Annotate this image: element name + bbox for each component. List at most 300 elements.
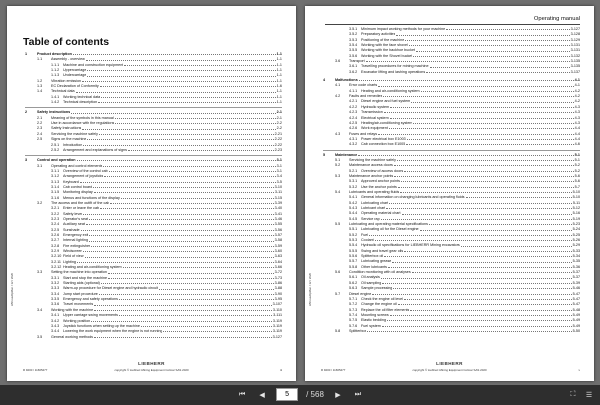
toc-leader xyxy=(94,310,272,311)
toc-text: Fuel xyxy=(361,232,369,237)
toc-text: Uppercarriage xyxy=(63,68,87,73)
toc-number: 3.3.6 xyxy=(51,302,60,307)
toc-leader xyxy=(404,251,571,252)
toc-number: 3.3.5 xyxy=(51,297,60,302)
toc-text: Heating and air-conditioning system xyxy=(63,265,122,270)
toc-number: 3.2.4 xyxy=(51,222,60,227)
toc-leader xyxy=(393,288,571,289)
toc-page: 3-119 xyxy=(272,329,282,334)
toc-leader xyxy=(359,80,574,81)
toc-text: Introduction xyxy=(63,142,83,147)
toc-text: Machine and construction equipment xyxy=(63,62,124,67)
toc-text: Fire extinguisher xyxy=(63,243,91,248)
toc-leader xyxy=(115,123,275,124)
toc-page: 3-15 xyxy=(274,195,282,200)
toc-number: 5.8 xyxy=(335,328,341,333)
doc-number: R 9200 / 11665477 xyxy=(321,368,346,372)
toc-page: 3-132 xyxy=(570,53,580,58)
toc-text: Travel movements xyxy=(63,302,94,307)
toc-page: 3-137 xyxy=(570,69,580,74)
toc-page: 5-48 xyxy=(572,307,580,312)
toc-page: 5-47 xyxy=(572,302,580,307)
toc-number: 4 xyxy=(323,78,326,83)
toc-page: 5-34 xyxy=(572,254,580,259)
toc-number: 1.4.2 xyxy=(51,100,60,105)
toc-text: Lubricant chart xyxy=(361,206,386,210)
toc-text: Operator's seat xyxy=(63,216,89,221)
toc-leader xyxy=(104,176,275,177)
toc-page: 3-90 xyxy=(274,291,282,296)
toc-page: 5-35 xyxy=(572,259,580,264)
toc-page: 5-50 xyxy=(572,328,580,333)
toc-number: 5.7 xyxy=(335,291,341,296)
toc-number: 3.4.3 xyxy=(51,323,60,328)
toc-page: 2-2 xyxy=(276,126,282,131)
toc-page: 3-57 xyxy=(274,233,282,237)
toc-number: 5.4 xyxy=(335,189,341,194)
toc-leader xyxy=(71,113,275,114)
toc-text: Check the engine oil level xyxy=(361,296,404,301)
toc-page: 1-1 xyxy=(276,68,282,73)
toc-leader xyxy=(390,107,574,108)
toc-number: 4.2.1 xyxy=(349,99,358,104)
toc-leader xyxy=(381,219,572,220)
toc-leader xyxy=(382,326,572,327)
toc-number: 1.2 xyxy=(37,78,43,83)
toc-text: Operating and control elements xyxy=(51,163,103,168)
toc-number: 2.1 xyxy=(37,115,43,120)
toc-page: 5-6 xyxy=(574,173,580,178)
toc-number: 3.2.1 xyxy=(51,206,60,211)
toc-page: 5-7 xyxy=(574,184,580,189)
toc-text: Lubricants and operating fluids xyxy=(349,189,400,194)
toc-leader xyxy=(430,67,570,68)
copyright-text: copyright © Liebherr-Mining Equipment Colmar SAS 2020 xyxy=(114,368,189,372)
toc-leader xyxy=(82,129,275,130)
toc-text: Positioning of the machine xyxy=(361,37,405,42)
page-number-left: iii xyxy=(280,368,282,372)
toc-text: Keyboard xyxy=(63,179,79,184)
toc-page: 3-73 xyxy=(274,275,282,280)
page-footer-left xyxy=(7,361,296,375)
toc-entry[interactable] xyxy=(323,329,580,334)
menu-icon[interactable]: ☰ xyxy=(585,392,593,399)
toc-leader xyxy=(398,187,574,188)
last-page-icon[interactable]: ⏭ xyxy=(354,390,362,398)
toc-page: 3-1 xyxy=(276,168,282,173)
toc-leader xyxy=(87,76,275,77)
toc-number: 5.7.4 xyxy=(349,312,358,317)
toc-number: 3.3 xyxy=(37,270,43,275)
toc-text: Hydraulic system xyxy=(361,104,390,109)
toc-number: 3.6.2 xyxy=(349,69,358,74)
toc-page: 3-88 xyxy=(274,286,282,291)
toc-number: 3.2.3 xyxy=(51,216,60,221)
toc-page: 3-64 xyxy=(274,259,282,264)
toc-text: Use the anchor points xyxy=(361,184,397,189)
toc-leader xyxy=(89,241,274,242)
toc-page: 5-2 xyxy=(574,168,580,173)
toc-page: 3-39 xyxy=(274,200,282,205)
toc-leader xyxy=(358,155,573,156)
toc-page: 1-1 xyxy=(276,89,282,94)
toc-number: 3.3.2 xyxy=(51,281,60,286)
toc-text: Servicing the machine safely xyxy=(51,131,98,136)
toc-number: 1.1.3 xyxy=(51,73,60,78)
toc-leader xyxy=(83,214,273,215)
toc-leader xyxy=(396,35,569,36)
toc-number: 3.4.1 xyxy=(51,313,60,318)
toc-entry[interactable] xyxy=(25,335,282,340)
toc-number: 5.5.4 xyxy=(349,243,358,248)
toc-number: 3.2 xyxy=(37,200,43,205)
toc-page: 4-3 xyxy=(574,120,580,125)
toc-page: 5-47 xyxy=(572,296,580,301)
toc-page: 1-1 xyxy=(276,62,282,67)
toc-number: 5.5.2 xyxy=(349,232,358,237)
toc-leader xyxy=(404,299,572,300)
toc-number: 5.6 xyxy=(335,270,341,275)
toc-text: Transport xyxy=(349,59,365,64)
toc-leader xyxy=(83,251,273,252)
toc-page: 3-127 xyxy=(272,334,282,339)
toc-text: Faults and remedies xyxy=(349,94,383,99)
toc-text: Heating/air-conditioning system xyxy=(361,120,413,125)
toc-number: 2 xyxy=(25,110,28,115)
toc-number: 2.2 xyxy=(37,121,43,126)
toc-leader xyxy=(378,86,573,87)
toc-page: 5-2 xyxy=(574,163,580,168)
toc-text: Use in accordance with the regulations xyxy=(51,121,115,126)
toc-number: 2.5 xyxy=(37,137,43,142)
toc-text: Other lubricants xyxy=(361,264,388,269)
toc-number: 3.1.2 xyxy=(51,174,60,179)
toc-page: 5-37 xyxy=(572,270,580,275)
pagination-controls xyxy=(0,388,600,401)
toc-text: Splitterbox xyxy=(349,328,367,333)
toc-page: 5-12 xyxy=(572,206,580,210)
toc-text: Minimum impact working methods for your machine xyxy=(361,27,446,31)
toc-text: Safety lever xyxy=(63,211,83,216)
toc-page: 1-1 xyxy=(276,94,282,99)
toc-leader xyxy=(98,102,275,103)
toc-number: 3.2.10 xyxy=(51,254,62,259)
toc-number: 3.5.4 xyxy=(349,43,358,48)
toc-text: Lubricating and operating material specifications xyxy=(349,222,428,227)
toc-page: 5-47 xyxy=(572,291,580,296)
toc-leader xyxy=(392,262,571,263)
toc-text: Arrangement of joysticks xyxy=(63,174,104,179)
toc-text: Safety instructions xyxy=(37,110,71,115)
toc-text: Emergency exit xyxy=(63,233,89,237)
toc-leader xyxy=(86,224,274,225)
toc-number: 5.6.1 xyxy=(349,275,358,280)
next-page-icon[interactable]: ▶ xyxy=(335,391,341,399)
toc-text: Working position xyxy=(63,318,91,323)
toc-leader xyxy=(401,181,574,182)
toc-leader xyxy=(384,112,574,113)
toc-page: 1-1 xyxy=(276,57,282,62)
toc-text: Setting the machine into operation xyxy=(51,270,107,275)
toc-text: Splitterbox oil xyxy=(361,254,384,259)
toc-page: 1-1 xyxy=(276,100,282,105)
toc-number: 1.4 xyxy=(37,89,43,94)
toc-text: Coolant xyxy=(361,238,374,243)
toc-leader xyxy=(110,203,273,204)
toc-number: 2.4 xyxy=(37,131,43,136)
toc-number: 1.3 xyxy=(37,84,43,89)
toc-page: 3-40 xyxy=(274,206,282,211)
toc-leader xyxy=(128,150,274,151)
toc-number: 1.1.2 xyxy=(51,68,60,73)
toc-text: Meaning of the symbols in this manual xyxy=(51,115,114,120)
fullscreen-icon[interactable]: ⛶ xyxy=(570,391,576,398)
toc-text: Windscreen xyxy=(63,249,83,254)
toc-text: Replace the oil filter elements xyxy=(361,307,410,312)
toc-number: 2.5.1 xyxy=(51,142,60,147)
toc-number: 4.1.1 xyxy=(349,88,358,93)
toc-leader xyxy=(388,267,572,268)
toc-text: Product description xyxy=(37,52,72,56)
toc-leader xyxy=(86,60,276,61)
toc-number: 4.3.1 xyxy=(349,136,358,141)
toc-text: Technical description xyxy=(63,100,98,105)
toc-page: 3-127 xyxy=(570,27,580,31)
toc-page: 1-1 xyxy=(276,52,282,56)
toc-text: Hydraulic oil specifications for LIEBHERR Mining excavators xyxy=(361,243,460,248)
toc-leader xyxy=(76,92,276,93)
toc-text: Oil sampling xyxy=(361,280,382,285)
toc-leader xyxy=(409,45,570,46)
toc-number: 5.5.1 xyxy=(349,227,358,232)
toc-number: 5.4.4 xyxy=(349,211,358,216)
toc-text: Lubricating chart xyxy=(361,200,389,205)
toc-number: 5 xyxy=(323,152,326,157)
toc-text: Oil analysis xyxy=(361,275,380,280)
toc-text: Cab connection box E1005 xyxy=(361,142,406,147)
toc-text: General information on changing lubricants and operating fluids xyxy=(361,195,465,200)
toc-leader xyxy=(383,96,573,97)
toc-number: 4.3 xyxy=(335,131,341,136)
toc-leader xyxy=(121,198,274,199)
toc-text: Field of view xyxy=(63,254,84,259)
toc-leader xyxy=(461,246,572,247)
toc-page: 4-4 xyxy=(574,131,580,136)
toc-text: Monitoring display xyxy=(63,190,93,195)
toc-text: Joystick functions when setting up the machine xyxy=(63,323,140,328)
toc-entry[interactable] xyxy=(25,148,282,153)
toc-text: Working with the backhoe bucket xyxy=(361,48,416,53)
toc-leader xyxy=(412,272,572,273)
toc-number: 3.2.2 xyxy=(51,211,60,216)
toc-text: Malfunctions xyxy=(335,78,358,83)
toc-number: 5.7.5 xyxy=(349,318,358,323)
doc-number: R 9200 / 11665477 xyxy=(23,368,48,372)
toc-number: 5.5.5 xyxy=(349,248,358,253)
toc-number: 3.2.8 xyxy=(51,243,60,248)
toc-leader xyxy=(390,315,572,316)
toc-page: 4-4 xyxy=(574,136,580,141)
toc-page: 4-1 xyxy=(574,83,580,88)
toc-text: Lubricating grease xyxy=(361,259,392,264)
toc-page: 5-6 xyxy=(574,179,580,184)
toc-text: Arrangement and explanations of signs xyxy=(63,147,127,152)
toc-number: 5.7.6 xyxy=(349,323,358,328)
toc-page: 2-2 xyxy=(276,121,282,126)
toc-entry[interactable] xyxy=(323,142,580,147)
toc-leader xyxy=(159,289,274,290)
toc-text: Preparatory activities xyxy=(361,32,396,37)
toc-leader xyxy=(410,310,571,311)
toc-text: Assembly - overview xyxy=(51,57,85,62)
toc-number: 5.5.8 xyxy=(349,264,358,269)
toc-leader xyxy=(406,144,573,145)
toc-page: 3-86 xyxy=(274,281,282,286)
toc-number: 3.1.1 xyxy=(51,168,60,173)
toc-leader xyxy=(89,235,273,236)
toc-page: 5-16 xyxy=(572,211,580,216)
toc-number: 5.5 xyxy=(335,222,341,227)
toc-text: Maintenance xyxy=(335,152,358,157)
chapter-divider xyxy=(323,150,580,151)
toc-leader xyxy=(426,72,569,73)
toc-number: 1.1 xyxy=(37,57,43,62)
toc-leader xyxy=(119,315,272,316)
toc-text: Servicing the machine safely xyxy=(349,157,396,162)
running-title: Operating manual xyxy=(533,16,580,22)
toc-text: Travelling procedures for mining machine xyxy=(361,64,429,69)
toc-text: Diesel engine and fuel system xyxy=(361,99,411,104)
toc-number: 3.6 xyxy=(335,59,341,64)
page-number-input[interactable] xyxy=(276,388,298,401)
toc-text: Jump start procedure xyxy=(63,291,98,296)
toc-page: 3-59 xyxy=(274,243,282,248)
toc-leader xyxy=(101,97,275,98)
toc-number: 5.4.2 xyxy=(349,200,358,205)
toc-leader xyxy=(77,160,276,161)
toc-text: Heating and air-conditioning system xyxy=(361,88,420,93)
toc-leader xyxy=(91,246,273,247)
toc-leader xyxy=(141,326,272,327)
toc-leader xyxy=(384,256,571,257)
toc-page: 2-1 xyxy=(276,115,282,120)
toc-leader xyxy=(77,262,274,263)
toc-page: 3-111 xyxy=(273,313,282,318)
toc-text: Enter or leave the cab xyxy=(63,206,100,211)
toc-number: 3.1.6 xyxy=(51,195,60,200)
toc-number: 3.1.4 xyxy=(51,184,60,189)
toc-leader xyxy=(108,278,274,279)
toc-leader xyxy=(369,235,571,236)
toc-number: 3.5.2 xyxy=(349,32,358,37)
toc-text: Sample processing xyxy=(361,286,393,291)
toc-leader xyxy=(466,197,572,198)
toc-entry[interactable] xyxy=(25,100,282,105)
toc-number: 5.5.7 xyxy=(349,259,358,264)
toc-page: 3-119 xyxy=(272,323,282,328)
toc-text: Safety Instructions xyxy=(51,126,82,131)
toc-text: Swing and travel gear oils xyxy=(361,248,404,253)
toc-text: Work equipment xyxy=(361,126,388,131)
toc-text: Lubricating oil for the Diesel engine xyxy=(361,227,419,232)
toc-leader xyxy=(402,214,572,215)
toc-page: 2-22 xyxy=(274,137,282,142)
toc-page: 5-23 xyxy=(572,222,580,227)
toc-number: 5.2 xyxy=(335,163,341,168)
toc-page: 1-1 xyxy=(276,73,282,78)
toc-page: 5-29 xyxy=(572,243,580,248)
toc-leader xyxy=(89,219,274,220)
toc-leader xyxy=(389,203,572,204)
document-page-right xyxy=(305,6,594,381)
toc-leader xyxy=(91,321,272,322)
toc-leader xyxy=(381,278,572,279)
prev-page-icon[interactable]: ◀ xyxy=(259,391,265,399)
toc-page: 3-1 xyxy=(276,158,282,163)
toc-leader xyxy=(387,320,572,321)
toc-text: Internal lighting xyxy=(63,238,89,243)
toc-text: Change the engine oil xyxy=(361,302,397,307)
toc-page: 3-10 xyxy=(274,184,282,189)
toc-page: 5-39 xyxy=(572,280,580,285)
toc-number: 5.4.1 xyxy=(349,195,358,200)
toc-page: 3-110 xyxy=(272,307,282,312)
toc-leader xyxy=(94,337,272,338)
toc-leader xyxy=(163,331,271,332)
toolbar-right xyxy=(567,389,595,401)
toc-text: Working with the machine xyxy=(51,307,94,312)
toc-text: Power electrical box E1003 xyxy=(361,136,406,141)
toc-leader xyxy=(93,187,273,188)
toc-page: 4-2 xyxy=(574,88,580,93)
toc-number: 4.2.2 xyxy=(349,104,358,109)
toc-leader xyxy=(83,145,273,146)
toc-leader xyxy=(94,305,271,306)
toc-page: 3-58 xyxy=(274,238,282,243)
toc-number: 3 xyxy=(25,158,28,163)
first-page-icon[interactable]: ⏮ xyxy=(238,390,246,398)
toc-number: 3.2.9 xyxy=(51,249,60,254)
toc-leader xyxy=(99,294,274,295)
toc-page: 3-63 xyxy=(274,254,282,259)
toc-leader xyxy=(407,139,574,140)
toc-number: 2.3 xyxy=(37,126,43,131)
toc-list-right xyxy=(323,27,580,334)
toc-leader xyxy=(101,283,274,284)
toc-number: 5.1 xyxy=(335,157,341,162)
toc-page: 3-135 xyxy=(570,59,580,64)
toc-text: Approved anchor points xyxy=(361,179,400,184)
toc-text: Lowering the work equipment when the engine is not running xyxy=(63,329,163,334)
toc-number: 4.1 xyxy=(335,83,341,88)
toc-leader xyxy=(389,128,574,129)
toc-page: 3-95 xyxy=(274,297,282,302)
toc-number: 5.7.2 xyxy=(349,302,358,307)
total-pages-label: / 568 xyxy=(306,390,324,399)
toc-number: 3.3.4 xyxy=(51,291,60,296)
toc-number: 5.5.3 xyxy=(349,238,358,243)
toc-text: Error code charts xyxy=(349,83,378,88)
toc-leader xyxy=(405,40,569,41)
toc-leader xyxy=(413,123,573,124)
toc-number: 3.2.12 xyxy=(51,265,62,270)
toc-number: 1.4.1 xyxy=(51,94,60,99)
toc-leader xyxy=(372,294,571,295)
toc-leader xyxy=(103,166,275,167)
toc-page: 5-24 xyxy=(572,227,580,232)
header-rule xyxy=(325,24,580,25)
toc-text: Control and operation xyxy=(37,158,76,163)
